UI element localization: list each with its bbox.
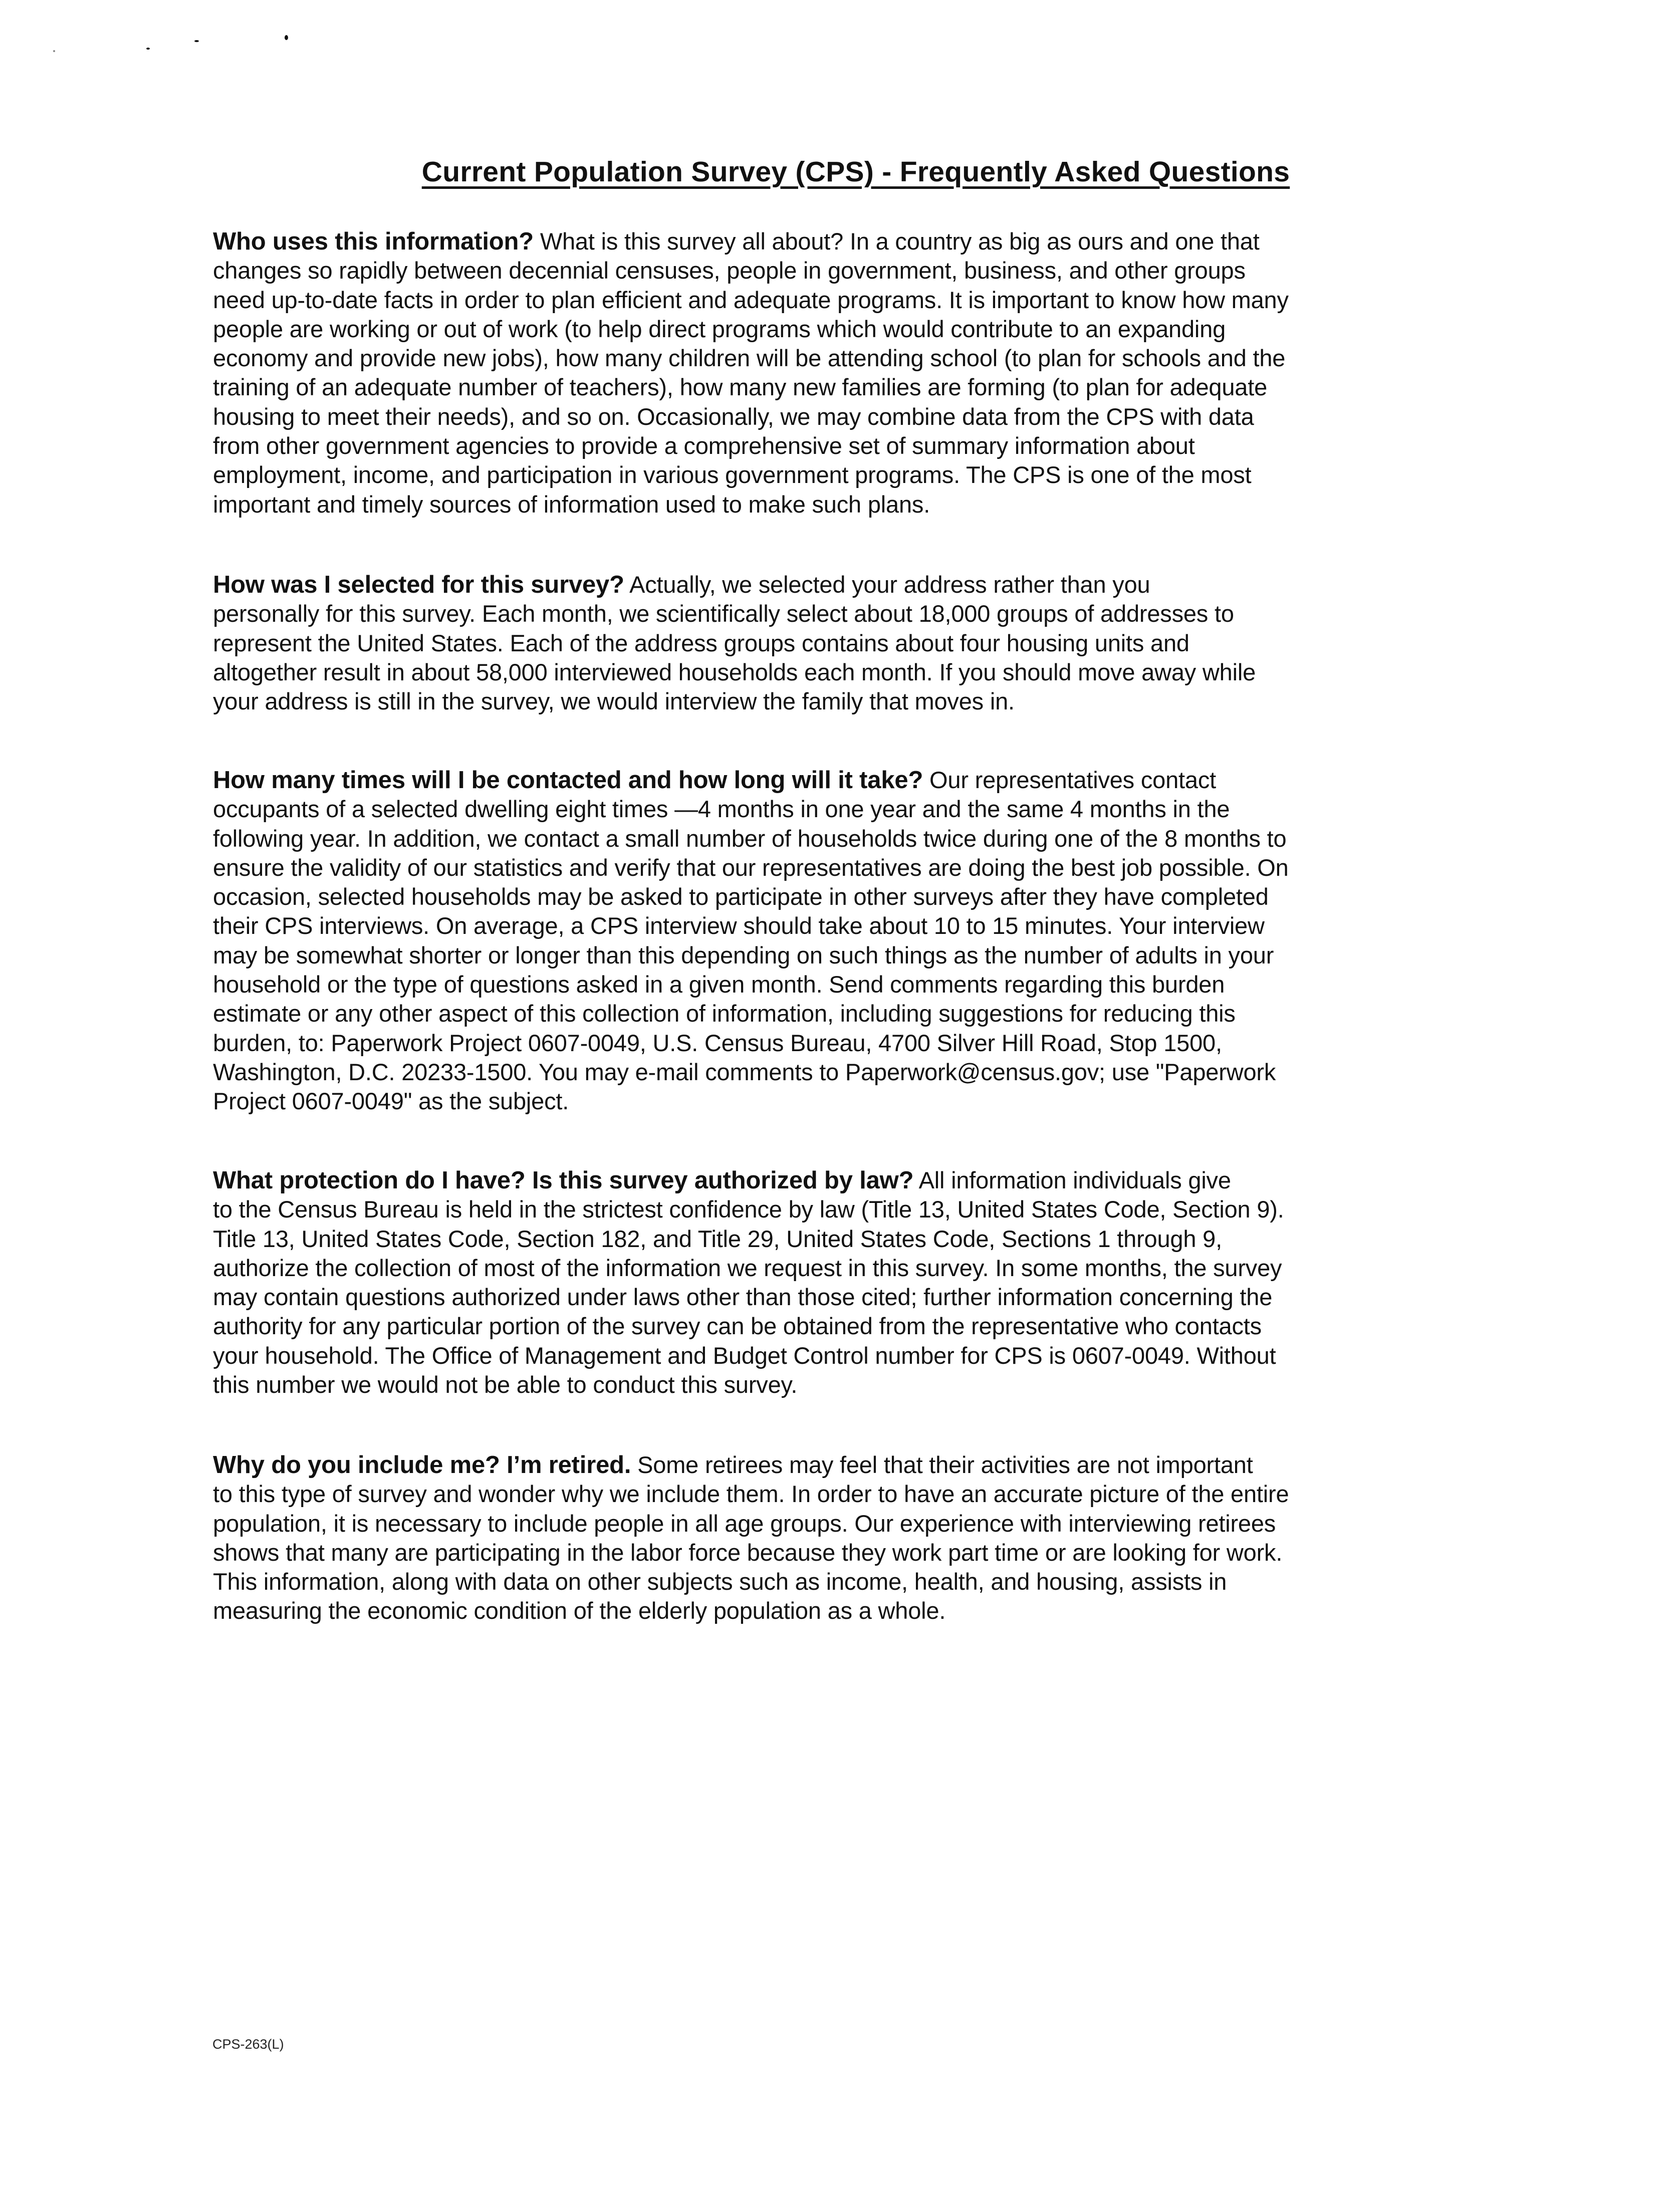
page-title: Current Population Survey (CPS) - Frequently Asked Questions xyxy=(421,156,1290,188)
faq-how-selected xyxy=(213,570,1476,716)
faq-line: Project 0607-0049" as the subject. xyxy=(213,1088,569,1115)
faq-protection xyxy=(213,1166,1476,1399)
faq-line: authority for any particular portion of the survey can be obtained from the representative who contacts xyxy=(213,1313,1262,1340)
faq-line: measuring the economic condition of the elderly population as a whole. xyxy=(213,1597,946,1624)
faq-line: may be somewhat shorter or longer than this depending on such things as the number of adults in your xyxy=(213,941,1274,968)
faq-question: Who uses this information? xyxy=(213,228,534,255)
form-number: CPS-263(L) xyxy=(212,2037,284,2052)
faq-line: represent the United States. Each of the address groups contains about four housing units and xyxy=(213,629,1189,656)
faq-line: may contain questions authorized under laws other than those cited; further information concerning the xyxy=(213,1284,1273,1311)
faq-question: How was I selected for this survey? xyxy=(213,571,624,598)
faq-line: How many times will I be contacted and how long will it take? Our representatives contact xyxy=(213,767,1216,794)
faq-line: population, it is necessary to include people in all age groups. Our experience with interviewing retirees xyxy=(213,1510,1276,1537)
faq-line: Who uses this information? What is this survey all about? In a country as big as ours and one that xyxy=(213,228,1260,255)
faq-line: to this type of survey and wonder why we include them. In order to have an accurate picture of the entire xyxy=(213,1481,1289,1508)
faq-line: their CPS interviews. On average, a CPS interview should take about 10 to 15 minutes. Your interview xyxy=(213,912,1265,939)
faq-line: This information, along with data on other subjects such as income, health, and housing, assists in xyxy=(213,1568,1227,1595)
faq-line: from other government agencies to provide a comprehensive set of summary information about xyxy=(213,432,1195,459)
faq-line: household or the type of questions asked in a given month. Send comments regarding this burden xyxy=(213,971,1225,998)
faq-line: ensure the validity of our statistics and verify that our representatives are doing the best job possible. On xyxy=(213,854,1289,881)
faq-line: Why do you include me? I’m retired. Some retirees may feel that their activities are not important xyxy=(213,1451,1253,1479)
faq-line: economy and provide new jobs), how many children will be attending school (to plan for schools and the xyxy=(213,345,1286,372)
faq-line: to the Census Bureau is held in the strictest confidence by law (Title 13, United States Code, Section 9). xyxy=(213,1196,1284,1223)
faq-line: What protection do I have? Is this survey authorized by law? All information individuals give xyxy=(213,1167,1231,1194)
faq-who-uses xyxy=(213,227,1476,519)
faq-line: shows that many are participating in the labor force because they work part time or are looking for work. xyxy=(213,1539,1283,1566)
faq-line: altogether result in about 58,000 interviewed households each month. If you should move away while xyxy=(213,658,1256,685)
faq-line: personally for this survey. Each month, we scientifically select about 18,000 groups of addresses to xyxy=(213,600,1234,627)
faq-how-many-times xyxy=(213,766,1476,1116)
faq-question: Why do you include me? I’m retired. xyxy=(213,1451,631,1479)
scan-artifact xyxy=(285,35,288,40)
faq-line: your address is still in the survey, we would interview the family that moves in. xyxy=(213,688,1015,715)
faq-line: burden, to: Paperwork Project 0607-0049, U.S. Census Bureau, 4700 Silver Hill Road, Stop 1500, xyxy=(213,1029,1222,1056)
faq-line: housing to meet their needs), and so on. Occasionally, we may combine data from the CPS with data xyxy=(213,403,1254,430)
faq-line: following year. In addition, we contact a small number of households twice during one of the 8 months to xyxy=(213,825,1287,852)
faq-line: How was I selected for this survey? Actually, we selected your address rather than you xyxy=(213,571,1150,598)
faq-line: occasion, selected households may be asked to participate in other surveys after they have completed xyxy=(213,883,1269,910)
faq-line: your household. The Office of Management and Budget Control number for CPS is 0607-0049. Without xyxy=(213,1342,1276,1369)
scan-artifact xyxy=(194,40,199,42)
faq-line: changes so rapidly between decennial censuses, people in government, business, and other groups xyxy=(213,257,1246,284)
faq-line: training of an adequate number of teachers), how many new families are forming (to plan for adequate xyxy=(213,374,1268,401)
faq-retired xyxy=(213,1450,1476,1626)
scan-artifact xyxy=(146,48,150,50)
faq-line: Title 13, United States Code, Section 182, and Title 29, United States Code, Sections 1 through 9, xyxy=(213,1225,1222,1252)
faq-line: important and timely sources of information used to make such plans. xyxy=(213,491,930,518)
faq-line: this number we would not be able to conduct this survey. xyxy=(213,1371,798,1398)
faq-line: occupants of a selected dwelling eight times —4 months in one year and the same 4 months in the xyxy=(213,796,1230,823)
scan-artifact xyxy=(53,50,55,52)
faq-line: authorize the collection of most of the information we request in this survey. In some months, the survey xyxy=(213,1254,1282,1281)
faq-line: employment, income, and participation in various government programs. The CPS is one of the most xyxy=(213,461,1252,488)
faq-question: What protection do I have? Is this survey authorized by law? xyxy=(213,1167,914,1194)
faq-line: people are working or out of work (to help direct programs which would contribute to an expanding xyxy=(213,315,1226,342)
faq-line: estimate or any other aspect of this collection of information, including suggestions for reducing this xyxy=(213,1000,1236,1027)
faq-line: Washington, D.C. 20233-1500. You may e-mail comments to Paperwork@census.gov; use "Paperwork xyxy=(213,1058,1276,1085)
faq-line: need up-to-date facts in order to plan efficient and adequate programs. It is important to know how many xyxy=(213,286,1289,313)
faq-question: How many times will I be contacted and how long will it take? xyxy=(213,767,923,794)
